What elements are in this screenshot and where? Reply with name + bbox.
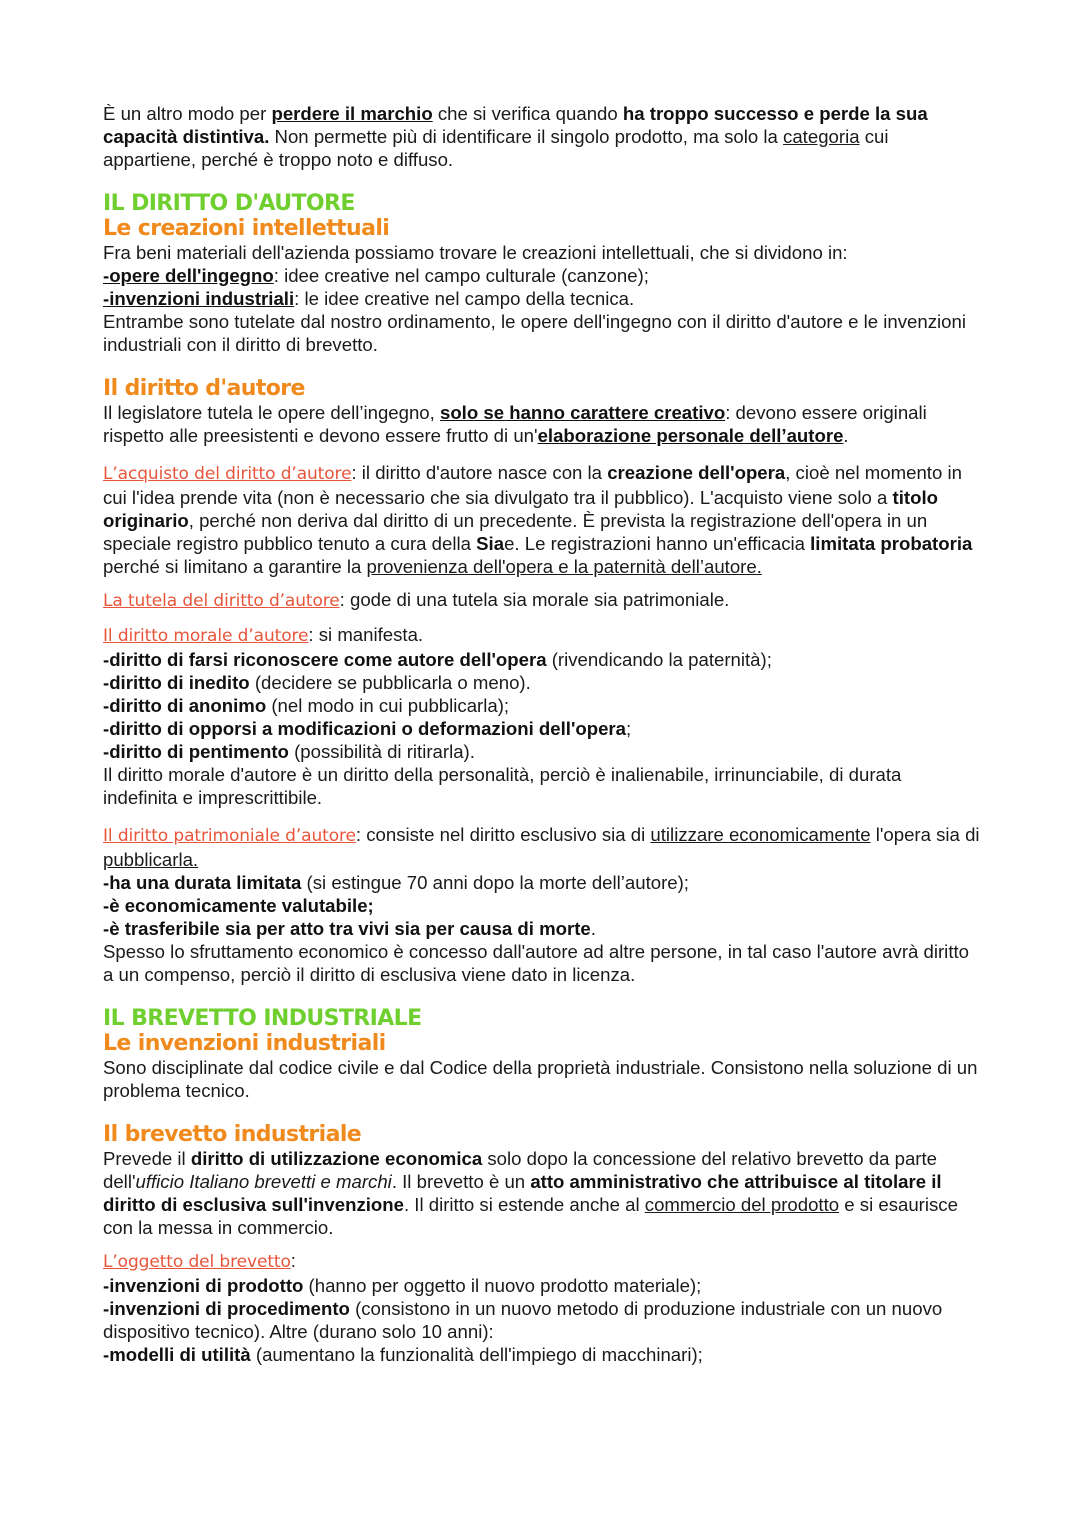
list-item xyxy=(103,648,980,671)
acquisto-paragraph xyxy=(103,461,980,578)
text-bold: diritto di utilizzazione economica xyxy=(190,1148,483,1169)
section-subtitle-invenzioni: Le invenzioni industriali xyxy=(103,1031,386,1056)
text-bold: -diritto di anonimo xyxy=(103,695,267,716)
brevetto-paragraph xyxy=(103,1147,980,1239)
text-bold: -invenzioni di prodotto xyxy=(103,1275,304,1296)
list-item xyxy=(103,1343,980,1366)
text: Il legislatore tutela le opere dell’ingegno, xyxy=(103,402,440,423)
list-item xyxy=(103,694,980,717)
text: : gode di una tutela sia morale sia patrimoniale. xyxy=(339,589,730,610)
text-bold: -diritto di opporsi a modificazioni o deformazioni dell'opera xyxy=(103,718,627,739)
morale-conclusion: Il diritto morale d'autore è un diritto della personalità, perciò è inalienabile, irrinunciabile, di durata indefinita e imprescrittibile. xyxy=(103,764,902,808)
text: : devono essere originali rispetto alle preesistenti e devono essere frutto di un' xyxy=(103,402,927,446)
text-bold-underline: perdere il marchio xyxy=(271,103,433,124)
creazioni-conclusion: Entrambe sono tutelate dal nostro ordinamento, le opere dell'ingegno con il diritto d'autore e le invenzioni industriali con il diritto di brevetto. xyxy=(103,311,966,355)
text: perché si limitano a garantire la xyxy=(103,556,367,577)
text-underline: pubblicarla. xyxy=(103,849,199,870)
text: (rivendicando la paternità); xyxy=(546,649,772,670)
text-bold: atto amministrativo che attribuisce al titolare il diritto di esclusiva sull'invenzione xyxy=(103,1171,942,1215)
text-bold: ha troppo successo e perde la sua capacità distintiva. xyxy=(103,103,928,147)
text-bold: -diritto di farsi riconoscere come autore dell'opera xyxy=(103,649,547,670)
text: : le idee creative nel campo della tecnica. xyxy=(294,288,635,309)
list-item xyxy=(103,740,980,763)
text-bold: -è economicamente valutabile; xyxy=(103,895,374,916)
text-bold: limitata probatoria xyxy=(810,533,973,554)
text-italic: ufficio Italiano brevetti e marchi xyxy=(135,1171,392,1192)
subheading-oggetto: L’oggetto del brevetto xyxy=(103,1252,291,1272)
creazioni-intro: Fra beni materiali dell'azienda possiamo trovare le creazioni intellettuali, che si dividono in: xyxy=(103,242,848,263)
text: (possibilità di ritirarla). xyxy=(288,741,475,762)
list-item xyxy=(103,264,980,287)
list-item xyxy=(103,671,980,694)
text: (hanno per oggetto il nuovo prodotto materiale); xyxy=(303,1275,702,1296)
text-bold: -modelli di utilità xyxy=(103,1344,251,1365)
text: Non permette più di identificare il singolo prodotto, ma solo la xyxy=(269,126,784,147)
subheading-acquisto: L’acquisto del diritto d’autore xyxy=(103,464,352,484)
list-item xyxy=(103,917,980,940)
text: (si estingue 70 anni dopo la morte dell’autore); xyxy=(301,872,689,893)
list-item xyxy=(103,871,980,894)
text: . xyxy=(590,918,596,939)
section-title-brevetto: IL BREVETTO INDUSTRIALE xyxy=(103,1006,422,1031)
text: : si manifesta. xyxy=(308,624,424,645)
subheading-tutela: La tutela del diritto d’autore xyxy=(103,591,340,611)
text: (nel modo in cui pubblicarla); xyxy=(266,695,510,716)
text: cui appartiene, perché è troppo noto e diffuso. xyxy=(103,126,889,170)
list-item xyxy=(103,894,980,917)
text-underline: provenienza dell'opera e la paternità dell’autore. xyxy=(366,556,762,577)
text: , cioè nel momento in cui l'idea prende vita (non è necessario che sia divulgato tra il pubblico). L'acquisto viene solo a xyxy=(103,462,962,508)
patrimoniale-paragraph xyxy=(103,823,980,871)
text-bold: creazione dell'opera xyxy=(607,462,786,483)
text: Prevede il xyxy=(103,1148,191,1169)
section-subtitle-creazioni: Le creazioni intellettuali xyxy=(103,216,390,241)
list-item xyxy=(103,1297,980,1343)
text-bold: -diritto di pentimento xyxy=(103,741,289,762)
text-bold: -è trasferibile sia per atto tra vivi sia per causa di morte xyxy=(103,918,591,939)
text-bold: titolo originario xyxy=(103,487,938,531)
list-item xyxy=(103,717,980,740)
text: ; xyxy=(626,718,632,739)
text-bold: -invenzioni di procedimento xyxy=(103,1298,350,1319)
text: . Il brevetto è un xyxy=(391,1171,531,1192)
text: l'opera sia di xyxy=(870,824,980,845)
text-bold-underline: solo se hanno carattere creativo xyxy=(439,402,726,423)
text-bold-underline: -invenzioni industriali xyxy=(103,288,295,309)
oggetto-heading xyxy=(103,1249,980,1274)
text: : xyxy=(290,1250,296,1271)
text-bold-underline: -opere dell'ingegno xyxy=(103,265,274,286)
text-underline: commercio del prodotto xyxy=(644,1194,840,1215)
section-title-diritto-autore: IL DIRITTO D'AUTORE xyxy=(103,191,355,216)
text: (consistono in un nuovo metodo di produzione industriale con un nuovo dispositivo tecnico). Altre (durano solo 10 anni): xyxy=(103,1298,943,1342)
text-bold: -ha una durata limitata xyxy=(103,872,302,893)
text: : consiste nel diritto esclusivo sia di xyxy=(355,824,651,845)
text: . Il diritto si estende anche al xyxy=(403,1194,645,1215)
tutela-paragraph xyxy=(103,588,980,613)
section-subtitle-diritto-autore: Il diritto d'autore xyxy=(103,376,305,401)
text: (decidere se pubblicarla o meno). xyxy=(249,672,531,693)
text: . xyxy=(843,425,849,446)
intro-paragraph xyxy=(103,102,980,171)
diritto-autore-paragraph xyxy=(103,401,980,447)
section-subtitle-brevetto: Il brevetto industriale xyxy=(103,1122,362,1147)
subheading-morale: Il diritto morale d’autore xyxy=(103,626,309,646)
text-underline: utilizzare economicamente xyxy=(650,824,871,845)
text: che si verifica quando xyxy=(432,103,623,124)
text-bold: Sia xyxy=(476,533,505,554)
text: , perché non deriva dal diritto di un precedente. È prevista la registrazione dell'opera in un speciale registro pubblico tenuto a cura della xyxy=(103,510,928,554)
subheading-patrimoniale: Il diritto patrimoniale d’autore xyxy=(103,826,356,846)
text: : il diritto d'autore nasce con la xyxy=(351,462,608,483)
text: e si esaurisce con la messa in commercio. xyxy=(103,1194,958,1238)
list-item xyxy=(103,287,980,310)
text: solo dopo la concessione del relativo brevetto da parte dell' xyxy=(103,1148,937,1192)
morale-heading xyxy=(103,623,980,648)
text: : idee creative nel campo culturale (canzone); xyxy=(273,265,649,286)
text-underline: categoria xyxy=(783,126,860,147)
text-bold-underline: elaborazione personale dell’autore xyxy=(537,425,844,446)
text: (aumentano la funzionalità dell'impiego di macchinari); xyxy=(250,1344,703,1365)
text: e. Le registrazioni hanno un'efficacia xyxy=(504,533,811,554)
list-item xyxy=(103,1274,980,1297)
patrimoniale-conclusion: Spesso lo sfruttamento economico è concesso dall'autore ad altre persone, in tal caso l'autore avrà diritto a un compenso, perciò il diritto di esclusiva viene dato in licenza. xyxy=(103,941,969,985)
invenzioni-paragraph: Sono disciplinate dal codice civile e dal Codice della proprietà industriale. Consistono nella soluzione di un problema tecnico. xyxy=(103,1057,978,1101)
text-bold: -diritto di inedito xyxy=(103,672,250,693)
text: È un altro modo per xyxy=(103,103,272,124)
